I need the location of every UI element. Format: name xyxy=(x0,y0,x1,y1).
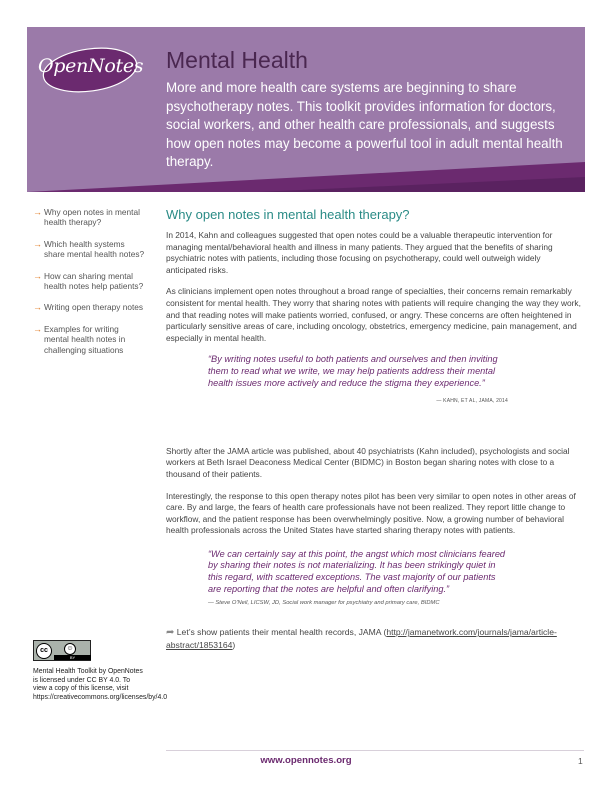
footer-divider xyxy=(166,750,584,751)
sidebar-item-help-patients[interactable] xyxy=(33,271,145,292)
license-block xyxy=(33,640,168,702)
person-icon: ☺ xyxy=(64,643,76,655)
sidebar-item-which-systems[interactable] xyxy=(33,239,145,260)
pull-quote xyxy=(166,354,583,407)
quote-text: “By writing notes useful to both patients and ourselves and then inviting them to read what we write, we may help patients address their mental health issues more actively and reduce the stigma they experience.” xyxy=(208,354,498,388)
paragraph: Shortly after the JAMA article was published, about 40 psychiatrists (Kahn included), psychologists and social workers at Beth Israel Deaconess Medical Center (BIDMC) in Boston began sharing notes with close to a thousand of their patients. xyxy=(166,445,570,479)
arrow-right-icon: → xyxy=(33,270,42,281)
sidebar-item-why-open-notes[interactable] xyxy=(33,207,145,228)
creative-commons-by-icon[interactable] xyxy=(33,640,91,661)
share-prefix: Let’s show patients their mental health records, JAMA ( xyxy=(176,627,387,638)
arrow-right-icon: → xyxy=(33,238,42,249)
page-number: 1 xyxy=(578,756,583,766)
jama-link[interactable]: http://jamanetwork.com/journals/jama/article-abstract/1853164 xyxy=(166,627,557,651)
arrow-right-icon: → xyxy=(33,302,42,313)
logo-text: OpenNotes xyxy=(38,55,144,77)
main-content xyxy=(166,207,583,651)
share-line xyxy=(166,626,583,651)
sidebar-item-label: Examples for writing mental health notes in challenging situations xyxy=(44,323,126,355)
paragraph: Interestingly, the response to this open therapy notes pilot has been very similar to open notes in other areas of care. By and large, the fears of health care professionals have not been realized. They report little change to workflow, and the patient response has been overwhelmingly positive. Now, a growing number of behavioral health professionals across the United States have started sharing therapy notes with patients. xyxy=(166,490,576,536)
share-suffix: ) xyxy=(232,640,236,651)
arrow-right-icon: → xyxy=(33,323,42,334)
section-heading: Why open notes in mental health therapy? xyxy=(166,207,410,222)
arrow-right-icon: → xyxy=(33,207,42,217)
paragraph: In 2014, Kahn and colleagues suggested that open notes could be a valuable therapeutic intervention for managing mental/behavioral health and illness in many patients. They argued that the benefits of sharing psychiatric notes with patients, including those focusing on psychotherapy, could well outweigh widely anticipated risks. xyxy=(166,230,553,275)
header-band xyxy=(27,27,585,192)
license-text: Mental Health Toolkit by OpenNotes is licensed under CC BY 4.0. To view a copy of this license, visit https://creativecommons.org/licenses/by/4.0 xyxy=(33,668,168,701)
sidebar-item-label: How can sharing mental health notes help patients? xyxy=(44,270,144,292)
sidebar-item-examples[interactable] xyxy=(33,324,145,355)
page-title: Mental Health xyxy=(166,47,308,73)
quote-attribution: — KAHN, ET AL, JAMA, 2014 xyxy=(436,398,508,405)
paragraph: As clinicians implement open notes throughout a broad range of specialties, their concerns remain remarkably consistent for mental health. They worry that sharing notes with patients will require changing the way they work, and that reading notes will make patients worried, confused, or angry. These concerns are often heightened in particularly sensitive areas of care, including oncology, obstetrics, emergency medicine, pain management, and especially in mental health. xyxy=(166,286,581,343)
by-strip: BY xyxy=(54,655,91,660)
sidebar-item-writing-notes[interactable] xyxy=(33,302,145,312)
sidebar-item-label: Which health systems share mental health notes? xyxy=(44,238,145,260)
pull-quote xyxy=(166,549,583,606)
sidebar-item-label: Why open notes in mental health therapy? xyxy=(44,207,140,228)
sidebar-nav xyxy=(33,207,145,366)
quote-attribution: — Steve O'Neil, LICSW, JD, Social work manager for psychiatry and primary care, BIDMC xyxy=(208,600,440,607)
opennotes-logo[interactable] xyxy=(38,43,142,97)
quote-text: “We can certainly say at this point, the angst which most clinicians feared by sharing their notes is not materializing. It has been strikingly quiet in this regard, with scattered exceptions. The vast majority of our patients are reporting that the notes are helpful and often clarifying.” xyxy=(208,548,506,594)
quote-attribution-wrap xyxy=(208,396,508,408)
share-arrow-icon: ➦ xyxy=(166,627,175,639)
cc-circle-icon: cc xyxy=(36,643,52,659)
footer-url-link[interactable]: www.opennotes.org xyxy=(260,755,352,766)
sidebar-item-label: Writing open therapy notes xyxy=(44,302,144,313)
intro-text: More and more health care systems are beginning to share psychotherapy notes. This toolkit provides information for doctors, social workers, and other health care professionals, and suggests how open notes may become a powerful tool in adult mental health therapy. xyxy=(166,80,563,170)
